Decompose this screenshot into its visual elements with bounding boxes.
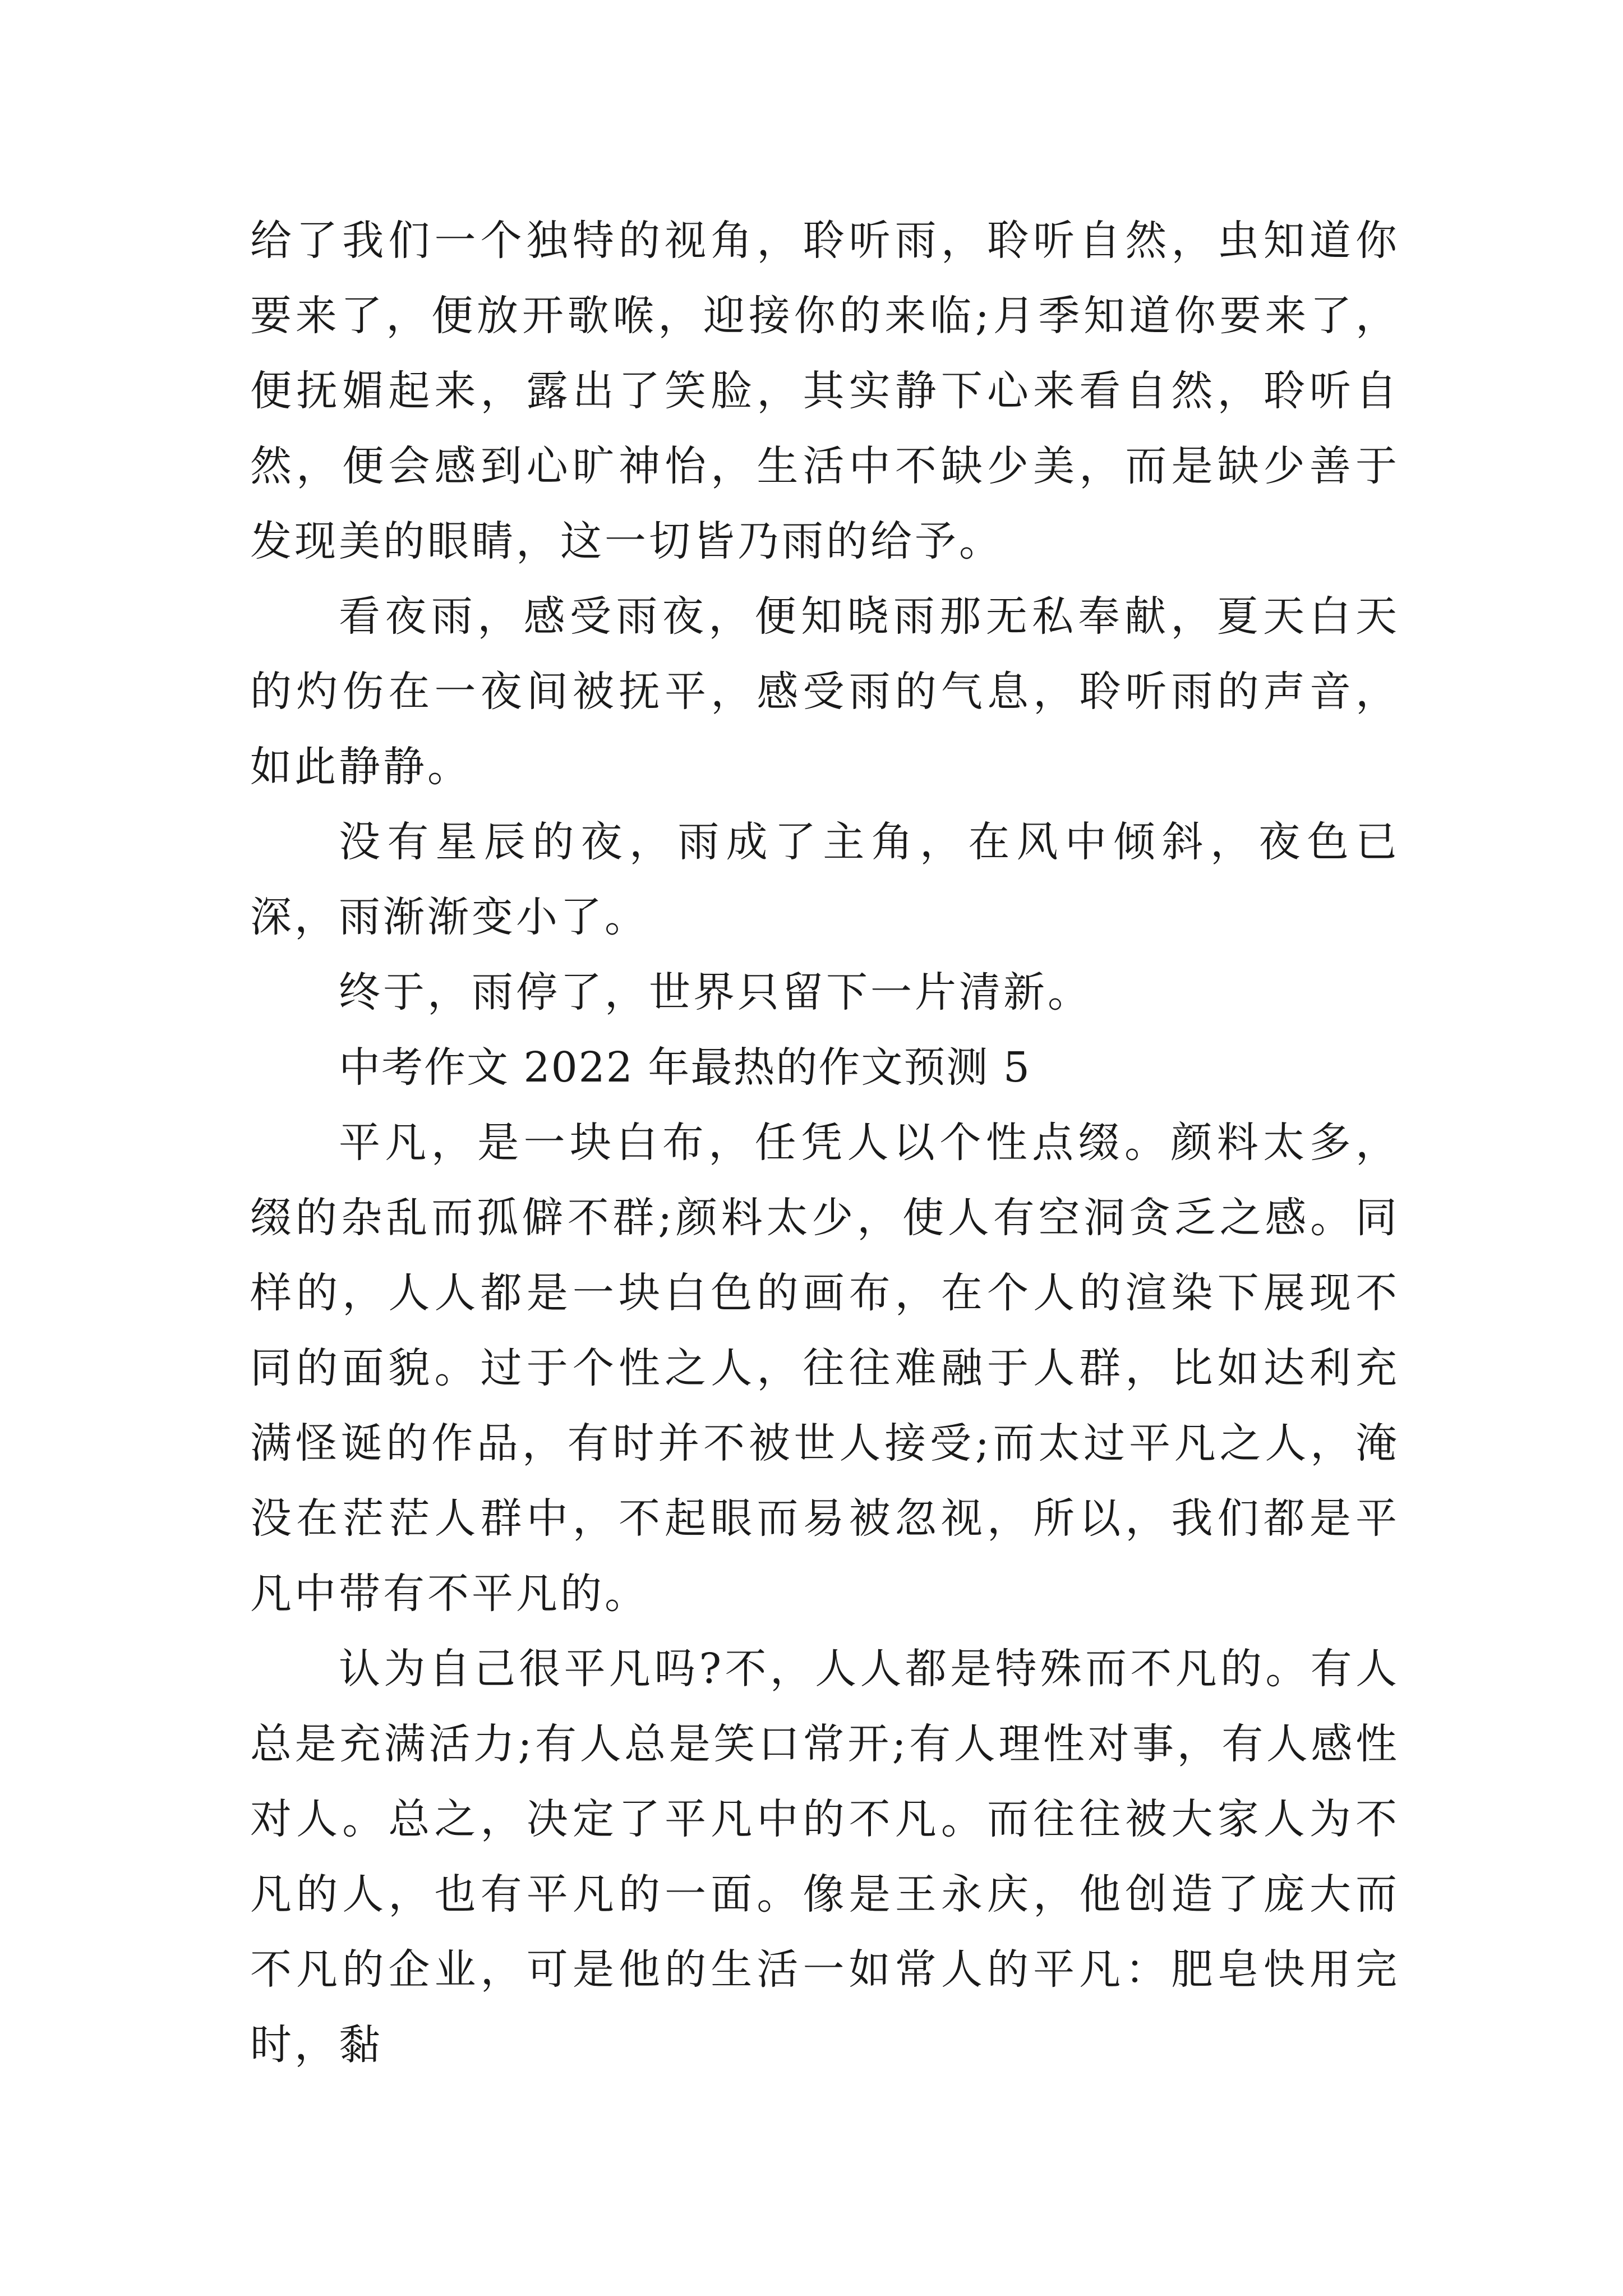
paragraph-7: 认为自己很平凡吗?不，人人都是特殊而不凡的。有人总是充满活力;有人总是笑口常开;有人理性对事，有人感性对人。总之，决定了平凡中的不凡。而往往被大家人为不凡的人，也有平凡的一面。像是王永庆，他创造了庞大而不凡的企业，可是他的生活一如常人的平凡：肥皂快用完时，黏 — [250, 1645, 1400, 2069]
section-heading: 中考作文 2022 年最热的作文预测 5 — [339, 1043, 1031, 1092]
document-body — [250, 203, 1400, 2082]
paragraph-1: 给了我们一个独特的视角，聆听雨，聆听自然，虫知道你要来了，便放开歌喉，迎接你的来临;月季知道你要来了，便抚媚起来，露出了笑脸，其实静下心来看自然，聆听自然，便会感到心旷神怡，生活中不缺少美，而是缺少善于发现美的眼睛，这一切皆乃雨的给予。 — [250, 217, 1400, 565]
paragraph-3: 没有星辰的夜，雨成了主角，在风中倾斜，夜色已深，雨渐渐变小了。 — [250, 818, 1400, 941]
paragraph-6: 平凡，是一块白布，任凭人以个性点缀。颜料太多，缀的杂乱而孤僻不群;颜料太少，使人有空洞贪乏之感。同样的，人人都是一块白色的画布，在个人的渲染下展现不同的面貌。过于个性之人，往往难融于人群，比如达利充满怪诞的作品，有时并不被世人接受;而太过平凡之人，淹没在茫茫人群中，不起眼而易被忽视，所以，我们都是平凡中带有不平凡的。 — [250, 1119, 1400, 1618]
paragraph-4: 终于，雨停了，世界只留下一片清新。 — [339, 968, 1092, 1016]
paragraph-2: 看夜雨，感受雨夜，便知晓雨那无私奉献，夏天白天的灼伤在一夜间被抚平，感受雨的气息，聆听雨的声音，如此静静。 — [250, 592, 1400, 791]
